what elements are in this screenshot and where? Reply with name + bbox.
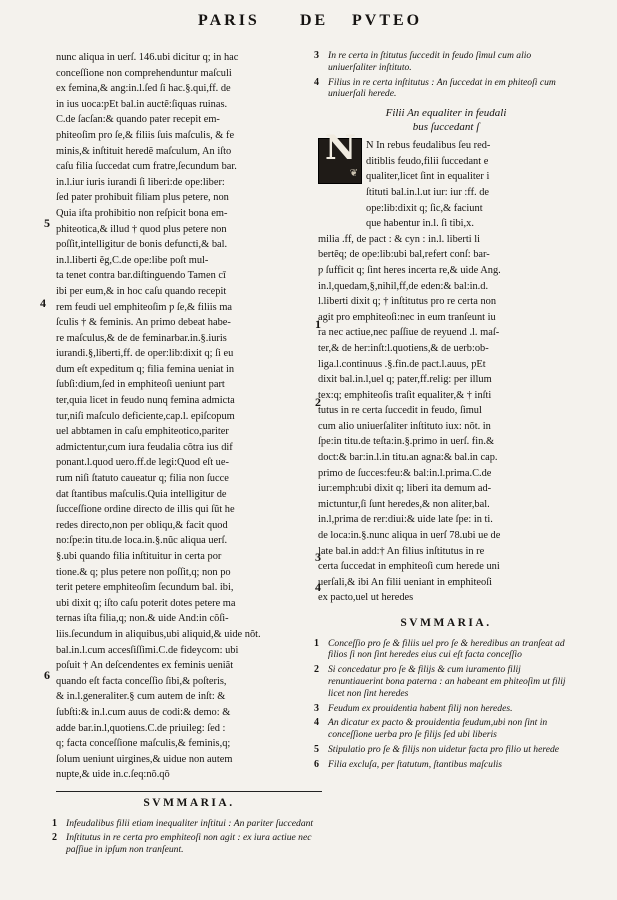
running-header bbox=[0, 12, 617, 42]
ornament-icon: ❦ bbox=[349, 167, 358, 179]
text-line: milia .ff, de pact : & cyn : in.l. liberti li bbox=[318, 233, 480, 245]
text-line: tione.& q; plus petere non poſſit,q; non po bbox=[56, 566, 231, 578]
text-line: dixit bal.in.l,uel q; pater,ff.relig: per illum bbox=[318, 374, 492, 386]
text-line: phiteoſim pro ſe,& filiis ſuis maſculis, & fe bbox=[56, 129, 235, 141]
right-summaria-list bbox=[314, 637, 574, 771]
text-line: late bal.in add:† An filius inſtitutus in re bbox=[318, 545, 485, 557]
text-line: bal.in.l.cum accesſiſſimi.C.de fideycom: ubi bbox=[56, 644, 239, 656]
text-line: uel abbtamen in caſu emphiteotico,pariter bbox=[56, 426, 229, 438]
text-line: dum eſt expeditum q; filia femina ueniat in bbox=[56, 363, 235, 375]
summary-item bbox=[314, 717, 574, 741]
text-line: in ius uoca:ƿEt bal.in auctẽ:ſiquas ruinas. bbox=[56, 98, 228, 110]
text-line: ra nec actiue,nec paſſiue de reyuend .l. maſ- bbox=[318, 327, 500, 339]
summary-item bbox=[314, 76, 574, 101]
summary-item bbox=[314, 637, 574, 662]
summary-item bbox=[314, 702, 574, 715]
text-line: tutus in re certa ſuccedit in feudo, ſimul bbox=[318, 405, 482, 417]
text-line: ta tenet contra bar.diſtinguendo Tamen cī bbox=[56, 270, 226, 282]
summary-number: 1 bbox=[52, 817, 57, 829]
text-line: N In rebus feudalibus ſeu red- bbox=[366, 140, 491, 152]
left-summaria-list bbox=[52, 817, 322, 856]
text-line: terit petere emphiteoſim ſecundum bal. ibi, bbox=[56, 582, 234, 594]
header-right: PVTEO bbox=[352, 12, 423, 29]
text-line: uerſali,& ibi An filii ueniant in emphiteoſi bbox=[318, 576, 493, 588]
text-line: ſubſi:dium,ſed in emphiteoſi ueniunt part bbox=[56, 379, 225, 391]
summary-number: 5 bbox=[314, 743, 319, 755]
text-line: bertẽq; de ope:lib:ubi bal,refert conſ: bar- bbox=[318, 249, 490, 261]
text-line: nunc aliqua in uerſ. 146.ubi dicitur q; in hac bbox=[56, 52, 239, 63]
text-line: primo de ſucces:feu:& bal:in.l.prima.C.de bbox=[318, 467, 492, 479]
summary-text: Infeudalibus filii etiam inequaliter inſtitui : An pariter ſuccedant bbox=[66, 817, 314, 829]
text-line: ope:lib:dixit q; ſic,& faciunt bbox=[366, 202, 483, 214]
text-line: ter,& de her:inſt:l.quotiens,& de uerb:ob- bbox=[318, 342, 489, 354]
text-line: ternas iſta filia,q; non.& uide And:in cõſi- bbox=[56, 613, 229, 625]
left-column bbox=[52, 50, 322, 859]
summary-number: 6 bbox=[314, 758, 319, 770]
section-heading: Filii An equaliter in feudali bus ſuccedant ſ bbox=[385, 107, 507, 134]
summary-number: 3 bbox=[314, 50, 319, 61]
summary-item bbox=[314, 50, 574, 74]
summary-number: 3 bbox=[314, 702, 319, 714]
text-line: conceſſione non comprehenduntur maſculi bbox=[56, 67, 232, 79]
right-body bbox=[318, 128, 574, 606]
initial-letter: N bbox=[325, 128, 357, 169]
text-line: liga.l.continuus .§.fin.de pact.l.auus, ƿEt bbox=[318, 358, 486, 370]
summary-text: In re certa in ſtitutus ſuccedit in feudo ſimul cum alio uniuerſaliter inſtituto. bbox=[328, 50, 532, 73]
text-line: rum niſi ſtatuto caueatur q; filia non ſucce bbox=[56, 473, 229, 485]
text-line: redes directo,non per obliqu,& facit quod bbox=[56, 519, 228, 531]
summary-text: Filius in re certa inſtitutus : An ſuccedat in em phiteoſi cum uniuerſali herede. bbox=[328, 76, 556, 100]
left-body-text bbox=[56, 50, 322, 783]
summary-item bbox=[314, 758, 574, 771]
text-line: re maſculus,& de de feminarbar.in.§.iuris bbox=[56, 332, 227, 344]
text-line: tex:q; emphiteoſis traſit equaliter,& † inſti bbox=[318, 389, 492, 401]
header-mid: DE bbox=[300, 12, 329, 29]
text-line: & in.l.generaliter.§ cum autem de inſt: & bbox=[56, 691, 226, 703]
text-line: Quia iſta prohibitio non reſpicit bona em- bbox=[56, 207, 228, 219]
summary-number: 1 bbox=[314, 637, 319, 649]
summary-text: Stipulatio pro ſe & filijs non uidetur facta pro filio ut herede bbox=[328, 743, 560, 755]
margin-number: 4 bbox=[315, 580, 321, 594]
header-left: PARIS bbox=[198, 12, 260, 29]
text-line: in.l.iur iuris iurandi ſi liberi:de ope:liber: bbox=[56, 176, 225, 188]
right-summaria-title: SVMMARIA. bbox=[400, 617, 492, 629]
right-column bbox=[314, 50, 574, 774]
text-line: ſculis † & feminis. An primo debeat habe- bbox=[56, 317, 231, 329]
text-line: poſſit,intelligitur de bonis defuncti,& bal. bbox=[56, 239, 228, 251]
right-body-text bbox=[318, 128, 574, 606]
text-line: ponant.l.quod uero.ff.de legi:Quod eſt ue- bbox=[56, 457, 229, 469]
text-line: no:ſpe:in titu.de loca.in.§.nũc aliqua uerſ. bbox=[56, 535, 228, 547]
decorated-initial bbox=[318, 128, 362, 184]
text-line: nupte,& uide in.c.ſeq:nõ.qõ bbox=[56, 769, 170, 781]
text-line: admictentur,cum iura feudalia cõtra ius dif bbox=[56, 441, 233, 453]
summary-item bbox=[314, 664, 574, 699]
text-line: iurandi.§,liberti,ff. de oper:lib:dixit q; ſi eu bbox=[56, 348, 234, 360]
margin-number: 3 bbox=[315, 550, 321, 564]
text-line: ſtituti bal.in.l.ut iur: iur :ff. de bbox=[366, 186, 490, 198]
text-line: l.liberti dixit q; † inſtitutus pro re certa non bbox=[318, 296, 497, 308]
text-line: de loca:in.§.nunc aliqua in uerſ 78.ubi ue de bbox=[318, 530, 501, 542]
text-line: cum alio uniuerſaliter inſtituto iux: nõt. in bbox=[318, 420, 491, 432]
summary-text: Conceſſio pro ſe & filiis uel pro ſe & heredibus an tranſeat ad filios ſi non ſint heredes eius cui eſt facta conceſſio bbox=[328, 637, 565, 661]
text-line: ubi dixit q; iſto caſu poterit dotes petere ma bbox=[56, 597, 236, 609]
text-line: caſu filia ſuccedat cum fratre,ſecundum bar. bbox=[56, 161, 237, 173]
text-line: ditiblis feudo,filii ſuccedant e bbox=[366, 155, 489, 167]
text-line: in.l.liberti ĕg,C.de ope:libe poſt mul- bbox=[56, 254, 209, 266]
text-line: agit pro emphiteoſi:nec in eum tranſeunt iu bbox=[318, 311, 496, 323]
text-line: q; facta conceſſione maſculis,& feminis,q; bbox=[56, 738, 231, 750]
text-line: ſpe:in titu.de teſta:in.§.primo in uerſ. fin.& bbox=[318, 436, 495, 448]
text-line: quando eſt facta conceſſio ſibi,& poſteris, bbox=[56, 675, 227, 687]
text-line: poſuit † An deſcendentes ex feminis ueniãt bbox=[56, 660, 234, 672]
text-line: rem feudi uel emphiteoſim ƿ ſe,& filiis ma bbox=[56, 301, 233, 313]
text-line: iur:emph:ubi dixit q; liberi ita demum ad- bbox=[318, 483, 492, 495]
text-line: tur,niſi maſculo deficiente,cap.l. epiſcopum bbox=[56, 410, 235, 422]
text-line: liis.ſecundum in aliquibus,ubi aliquid,& uide nõt. bbox=[56, 628, 261, 640]
text-line: adde bar.in.l,quotiens.C.de priuileg: ſed : bbox=[56, 722, 226, 734]
left-summaria-title: SVMMARIA. bbox=[143, 796, 235, 809]
text-line: C.de ſacſan:& quando pater recepit em- bbox=[56, 114, 220, 126]
text-line: ex pacto,uel ut heredes bbox=[318, 592, 414, 604]
margin-number: 2 bbox=[315, 395, 321, 409]
text-line: qualiter,licet ſint in equaliter i bbox=[366, 171, 490, 183]
margin-number: 5 bbox=[44, 216, 50, 230]
text-line: ex femina,& ang:in.l.ſed ſi hac.§.qui,ff. de bbox=[56, 83, 231, 95]
summary-number: 4 bbox=[314, 717, 319, 729]
text-line: mictuntur,ſi ſunt heredes,& non aliter,bal. bbox=[318, 498, 490, 510]
summary-number: 4 bbox=[314, 76, 319, 88]
summary-item bbox=[314, 743, 574, 756]
margin-number: 1 bbox=[315, 317, 321, 331]
text-line: in.l,quedam,§,nihil,ff,de eden:& bal:in.d. bbox=[318, 280, 489, 292]
margin-number: 6 bbox=[44, 668, 50, 682]
summary-text: Feudum ex prouidentia habent filij non heredes. bbox=[328, 702, 513, 714]
text-line: §.ubi quando filia inſtituitur in certa por bbox=[56, 551, 222, 562]
text-line: que habentur in.l. ſi tibi,x. bbox=[366, 218, 474, 230]
summary-text: Inſtitutus in re certa pro emphiteoſi non agit : ex iura actiue nec paſſiue in ipſum non tranſeunt. bbox=[66, 832, 312, 856]
text-line: ſolum ueniunt uirgines,& uidue non autem bbox=[56, 753, 233, 765]
text-line: ſed pater prohibuit filiam plus petere, non bbox=[56, 192, 229, 204]
summary-text: Si concedatur pro ſe & filijs & cum iuramento filij renuntiauerint bona paterna : an habeant em phiteoſim ut filij licet non ſint heredes bbox=[328, 664, 566, 699]
right-summary-continued bbox=[314, 50, 574, 100]
summary-number: 2 bbox=[314, 664, 319, 676]
text-line: minis,& inſtituit heredẽ maſculum, An iſto bbox=[56, 145, 232, 157]
text-line: in.l,prima de rer:diui:& uide late ſpe: in ti. bbox=[318, 514, 493, 526]
text-line: ſucceſſione ordine directo de illis qui ſũt he bbox=[56, 504, 235, 516]
summary-item bbox=[52, 817, 322, 830]
text-line: ibi per eum,& in hoc caſu quando recepit bbox=[56, 285, 227, 297]
text-line: dat ſtantibus maſculis.Quia intelligitur de bbox=[56, 488, 227, 500]
text-line: ƿ ſufficit q; ſint heres incerta re,& uide Ang. bbox=[318, 264, 501, 276]
summary-item bbox=[52, 832, 322, 856]
summary-rule bbox=[56, 791, 322, 792]
summary-text: Filia excluſa, per ſtatutum, ſtantibus maſculis bbox=[328, 758, 503, 770]
text-line: ter,quia licet in feudo nunq femina admicta bbox=[56, 395, 235, 407]
text-line: doct:& bar:in.l.in titu.an agna:& bal.in cap. bbox=[318, 452, 498, 464]
text-line: certa ſuccedat in emphiteoſi cum herede uni bbox=[318, 561, 500, 573]
summary-number: 2 bbox=[52, 832, 57, 844]
text-line: ſubſti:& in.l.cum auus de codi:& demo: & bbox=[56, 706, 231, 718]
margin-number: 4 bbox=[40, 296, 46, 310]
text-line: phiteotica,& illud † quod plus petere non bbox=[56, 223, 227, 235]
summary-text: An dicatur ex pacto & prouidentia feudum,ubi non ſint in conceſſione uerba pro ſe filijs ſed ubi liberis bbox=[328, 717, 548, 741]
